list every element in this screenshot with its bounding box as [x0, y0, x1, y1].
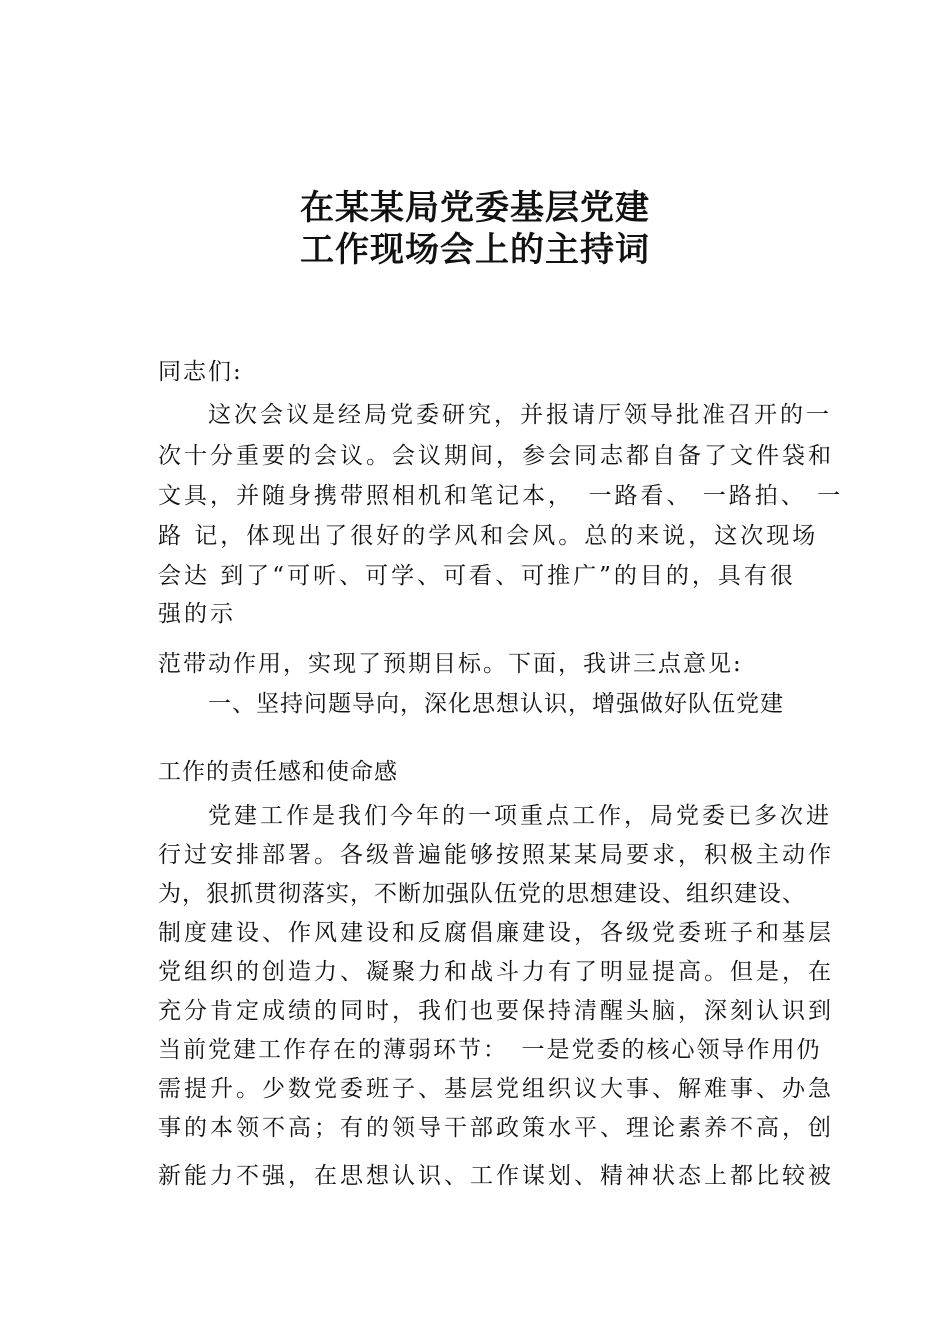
paragraph2-line-10: 新能力不强，在思想认识、工作谋划、精神状态上都比较被 [158, 1163, 834, 1189]
paragraph2-line-3: 为，狠抓贯彻落实，不断加强队伍党的思想建设、组织建设、 [158, 881, 806, 907]
document-title-line-1: 在某某局党委基层党建 [300, 188, 650, 228]
paragraph1-line-7: 范带动作用，实现了预期目标。下面，我讲三点意见: [158, 651, 743, 677]
paragraph2-line-7: 当前党建工作存在的薄弱环节： 一是党委的核心领导作用仍 [158, 1037, 822, 1063]
paragraph2-line-2: 行过安排部署。各级普遍能够按照某某局要求，积极主动作 [158, 842, 834, 868]
paragraph1-line-4: 路 记，体现出了很好的学风和会风。总的来说，这次现场 [158, 523, 819, 549]
paragraph2-line-8: 需提升。少数党委班子、基层党组织议大事、解难事、办急 [158, 1076, 834, 1102]
paragraph1-line-1: 这次会议是经局党委研究，并报请厅领导批准召开的一 [208, 402, 832, 428]
paragraph2-line-1: 党建工作是我们今年的一项重点工作，局党委已多次进 [208, 803, 832, 829]
paragraph2-line-5: 党组织的创造力、凝聚力和战斗力有了明显提高。但是，在 [158, 959, 834, 985]
document-title-line-2: 工作现场会上的主持词 [300, 230, 650, 270]
paragraph2-line-4: 制度建设、作风建设和反腐倡廉建设，各级党委班子和基层 [158, 920, 834, 946]
salutation: 同志们: [158, 359, 243, 385]
section1-heading-line-1: 一、坚持问题导向，深化思想认识，增强做好队伍党建 [208, 691, 784, 717]
paragraph2-line-9: 事的本领不高；有的领导干部政策水平、理论素养不高，创 [158, 1115, 834, 1141]
section1-heading-line-2: 工作的责任感和使命感 [158, 759, 398, 785]
paragraph1-line-3: 文具，并随身携带照相机和笔记本， 一路看、 一路拍、 一 [158, 483, 844, 509]
paragraph1-line-6: 强的示 [158, 601, 236, 627]
paragraph2-line-6: 充分肯定成绩的同时，我们也要保持清醒头脑，深刻认识到 [158, 998, 834, 1024]
paragraph1-line-2: 次十分重要的会议。会议期间，参会同志都自备了文件袋和 [158, 443, 834, 469]
paragraph1-line-5: 会达 到了“可听、可学、可看、可推广”的目的，具有很 [158, 563, 796, 589]
